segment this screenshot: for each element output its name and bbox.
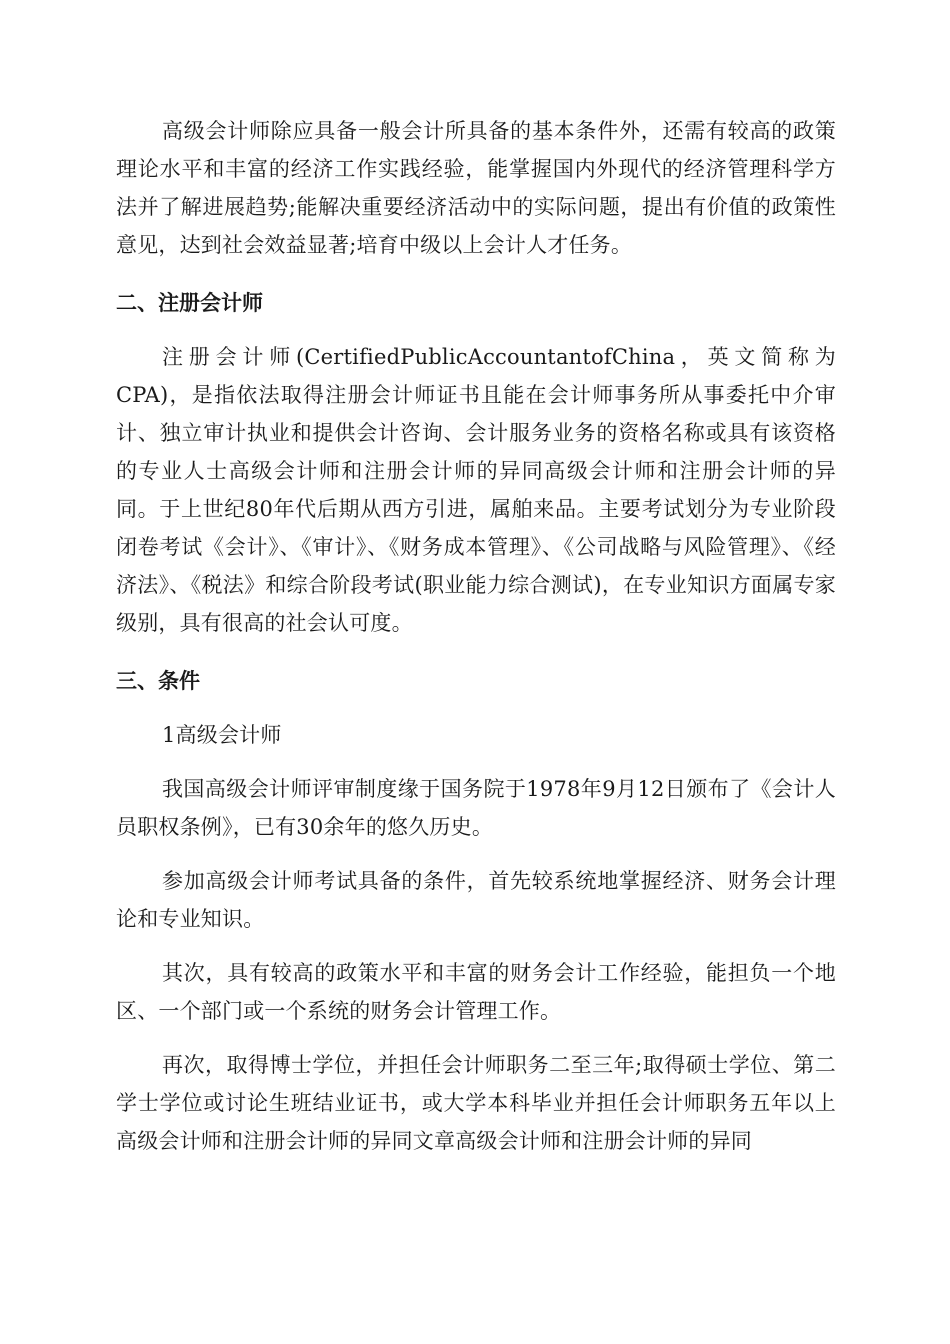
paragraph-conditions-third: 再次，取得博士学位，并担任会计师职务二至三年;取得硕士学位、第二学士学位或讨论生班结业证书，或大学本科毕业并担任会计师职务五年以上高级会计师和注册会计师的异同文章高级会计师和注册会计师的异同: [116, 1053, 836, 1153]
subheading-senior-accountant: 1高级会计师: [162, 723, 282, 747]
paragraph-conditions-second: 其次，具有较高的政策水平和丰富的财务会计工作经验，能担负一个地区、一个部门或一个系统的财务会计管理工作。: [116, 961, 836, 1023]
section-heading-conditions: 三、条件: [116, 669, 200, 693]
paragraph-conditions-first: 参加高级会计师考试具备的条件，首先较系统地掌握经济、财务会计理论和专业知识。: [116, 869, 836, 931]
paragraph-history: 我国高级会计师评审制度缘于国务院于1978年9月12日颁布了《会计人员职权条例》，已有30余年的悠久历史。: [116, 777, 836, 839]
document-body: [116, 112, 836, 1160]
paragraph-cpa-definition: 注册会计师(CertifiedPublicAccountantofChina，英文简称为CPA)，是指依法取得注册会计师证书且能在会计师事务所从事委托中介审计、独立审计执业和提供会计咨询、会计服务业务的资格名称或具有该资格的专业人士高级会计师和注册会计师的异同高级会计师和注册会计师的异同。于上世纪80年代后期从西方引进，属舶来品。主要考试划分为专业阶段闭卷考试《会计》、《审计》、《财务成本管理》、《公司战略与风险管理》、《经济法》、《税法》和综合阶段考试(职业能力综合测试)，在专业知识方面属专家级别，具有很高的社会认可度。: [116, 345, 836, 635]
section-heading-cpa: 二、注册会计师: [116, 291, 263, 315]
paragraph-senior-accountant-requirements: 高级会计师除应具备一般会计所具备的基本条件外，还需有较高的政策理论水平和丰富的经济工作实践经验，能掌握国内外现代的经济管理科学方法并了解进展趋势;能解决重要经济活动中的实际问题，提出有价值的政策性意见，达到社会效益显著;培育中级以上会计人才任务。: [116, 119, 836, 257]
